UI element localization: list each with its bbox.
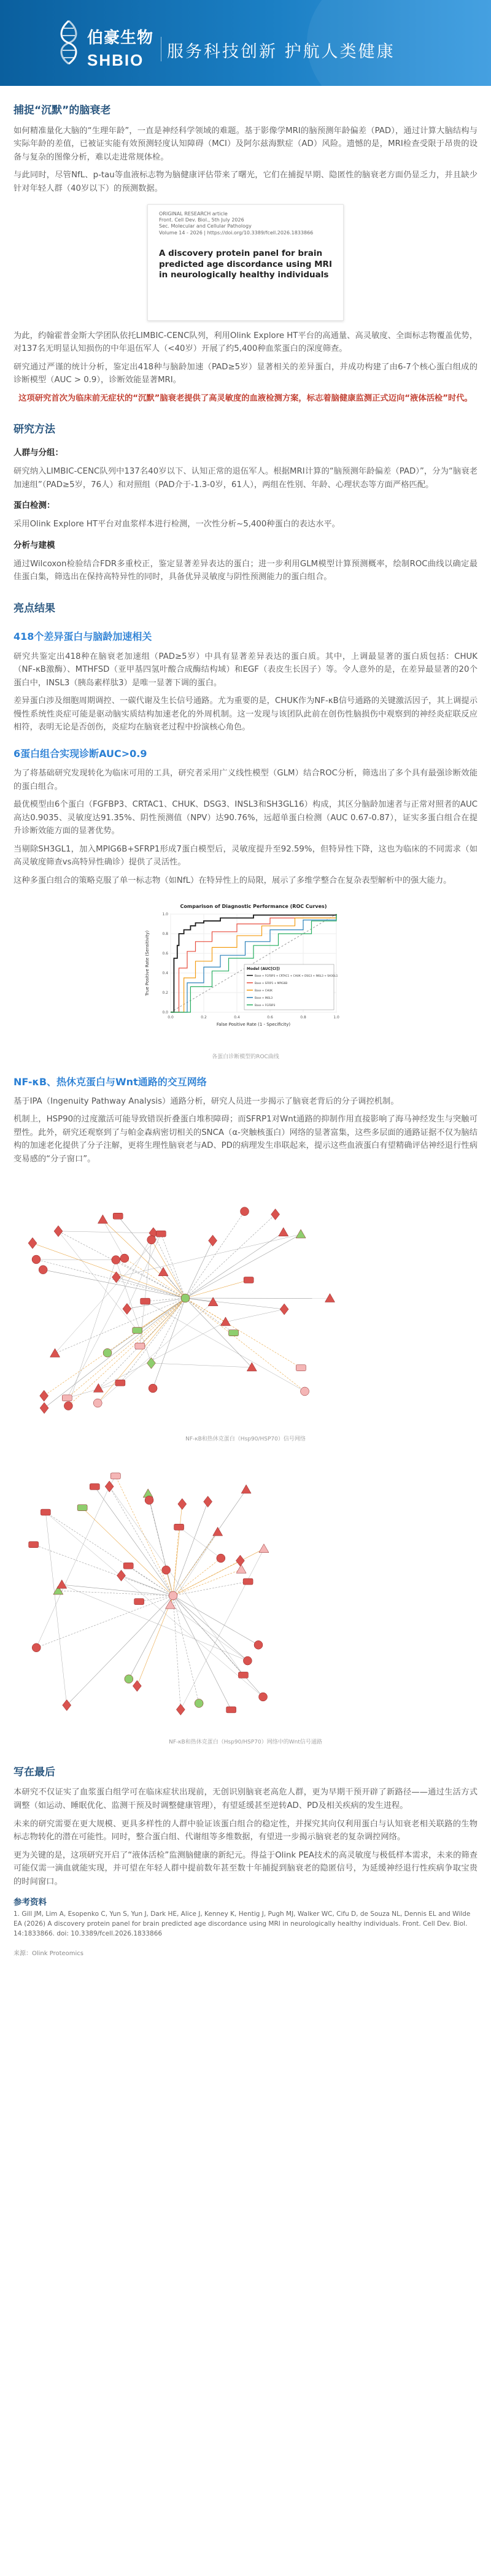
- network-edge: [36, 1259, 116, 1260]
- legend-title: Model (AUC[CI]): [247, 967, 280, 972]
- network-edge: [67, 1596, 173, 1705]
- brand-name-cn: 伯豪生物: [87, 29, 154, 47]
- network-edge: [137, 1596, 173, 1686]
- reference-item: 1. Gill JM, Lim A, Esopenko C, Yun S, Yun J, Dark HE, Alice J, Kenney K, Hentig J, Pugh MJ, Walker WC, Cifu D, de Souza NL, Dennis EL and Wilde EA (2026) A discovery protein panel for brain predicted age discordance using MRI in neurologically healthy individuals. Front. Cell Dev. Biol. 14:1833866. doi: 10.3389/fcell.2026.1833866: [14, 1910, 471, 1937]
- network-edge: [173, 1596, 247, 1661]
- network-node: [40, 1403, 48, 1414]
- references-title: 参考资料: [14, 1897, 47, 1908]
- x-tick-label: 0.0: [168, 1015, 174, 1020]
- network-edge: [116, 1260, 185, 1298]
- network-edge: [173, 1596, 263, 1697]
- x-tick-label: 1.0: [333, 1015, 339, 1020]
- paragraph: 与此同时，尽管NfL、p-tau等血液标志物为脑健康评估带来了曙光，它们在捕捉早期、隐匿性的脑衰老方面仍显乏力，并且缺少针对年轻人群（40岁以下）的预测数据。: [14, 171, 477, 194]
- paragraph: 通过Wilcoxon检验结合FDR多重校正，鉴定显著差异表达的蛋白；进一步利用GLM模型计算预测概率，绘制ROC曲线以确定最佳蛋白集，筛选出在保持高特异性的同时，具备优异灵敏度与阴性预测能力的蛋白组合。: [14, 559, 477, 582]
- network-edge: [127, 1234, 161, 1309]
- network-edge: [185, 1241, 213, 1299]
- y-tick-label: 0.4: [162, 971, 168, 976]
- y-tick-label: 0.8: [162, 932, 168, 937]
- network-node: [112, 1256, 120, 1264]
- network-node: [98, 1215, 107, 1224]
- network-node: [120, 1254, 129, 1263]
- network-node: [280, 1304, 288, 1315]
- network-node: [259, 1544, 269, 1552]
- paper-title: A discovery protein panel for brain predicted age discordance using MRI in neurologically healthy individuals: [159, 248, 332, 280]
- network-node: [134, 1598, 144, 1604]
- network-edge: [45, 1512, 263, 1697]
- paragraph: 采用Olink Explore HT平台对血浆样本进行检测，一次性分析~5,400种蛋白的表达水平。: [14, 520, 340, 529]
- card-meta: Front. Cell Dev. Biol., 5th July 2026: [159, 217, 244, 223]
- network-edge: [173, 1501, 208, 1595]
- legend-item: Base + FGFBP3: [255, 1004, 276, 1008]
- network-edge: [102, 1220, 124, 1259]
- network-node: [209, 1236, 217, 1247]
- paragraph: 未来的研究需要在更大规模、更具多样性的人群中验证该蛋白组合的稳定性，并探究其向仅利用蛋白与认知衰老相关联路的生物标志物转化的潜在可能性。同时，整合蛋白组、代谢组等多维数据，有望进一步揭示脑衰老的复杂调控网络。: [14, 1819, 477, 1842]
- network-edge: [153, 1298, 185, 1388]
- network-node: [32, 1255, 41, 1264]
- network-node: [174, 1524, 184, 1530]
- network-edge: [95, 1486, 173, 1596]
- legend-item: Base + CHUK: [255, 990, 273, 993]
- network-node: [301, 1387, 309, 1396]
- network-edge: [185, 1298, 284, 1309]
- y-tick-label: 0.0: [162, 1010, 168, 1015]
- paragraph: 为了将基础研究发现转化为临床可用的工具，研究者采用广义线性模型（GLM）结合ROC分析，筛选出了多个具有最强诊断效能的蛋白组合。: [14, 769, 477, 791]
- network-edge: [67, 1233, 153, 1398]
- network-edge: [116, 1260, 152, 1363]
- y-tick-label: 1.0: [162, 912, 168, 917]
- network-node: [147, 1236, 156, 1244]
- network-node: [93, 1399, 102, 1407]
- paragraph: 差异蛋白涉及细胞周期调控、一碳代谢及生长信号通路。尤为重要的是，CHUK作为NF-κB信号通路的关键激活因子，其上调提示慢性系统性炎症可能是驱动脑实质结构加速老化的外周机制。这一发现与该团队此前在创伤性脑损伤中观察到的神经炎症联反应相符，表明无论是否创伤，炎症均在脑衰老过程中扮演核心角色。: [14, 696, 477, 732]
- network-edge: [120, 1298, 185, 1383]
- network-node: [213, 1527, 223, 1536]
- network-edge: [151, 1363, 252, 1367]
- card-meta: Sec. Molecular and Cellular Pathology: [159, 223, 252, 229]
- network-edge: [55, 1234, 161, 1354]
- network-node: [145, 1496, 153, 1504]
- highlight-paragraph: 这项研究首次为临床前无症状的“沉默”脑衰老提供了高灵敏度的血液检测方案，标志着脑健康监测正式迈向“液体活检”时代。: [18, 393, 473, 403]
- roc-chart-svg: [141, 897, 350, 1044]
- network-node: [181, 1294, 190, 1302]
- network-edge: [180, 1548, 264, 1709]
- network-node: [325, 1294, 335, 1302]
- network-node: [64, 1402, 72, 1410]
- network-edge: [109, 1486, 243, 1675]
- network-node: [117, 1570, 126, 1581]
- network-edge: [58, 1231, 185, 1298]
- paragraph: 基于IPA（Ingenuity Pathway Analysis）通路分析，研究人员进一步揭示了脑衰老背后的分子调控机制。: [14, 1096, 399, 1106]
- paragraph: 本研究不仅证实了血浆蛋白组学可在临床症状出现前，无创识别脑衰老高危人群，更为早期干预开辟了新路径——通过生活方式调整（如运动、睡眠优化、监测干预及时调整健康管理），有望延缓甚至逆转AD、PD及相关疾病的发生进程。: [14, 1788, 477, 1811]
- network-node: [110, 1472, 120, 1478]
- network-node: [40, 1391, 48, 1402]
- network-edge: [185, 1215, 276, 1299]
- network-node: [123, 1563, 133, 1569]
- paragraph: 如何精准量化大脑的“生理年龄”，一直是神经科学领域的难题。基于影像学MRI的脑预测年龄偏差（PAD），通过计算大脑结构与实际年龄的差值，已被证实能有效预测轻度认知障碍（MCI）及阿尔兹海默症（AD）风险。遗憾的是，MRI检查受限于昂贵的设备与复杂的图像分析，难以走进常规体检。: [14, 126, 477, 162]
- section-title: 研究方法: [14, 423, 55, 436]
- network-node: [236, 1555, 244, 1566]
- paragraph: 研究纳入LIMBIC-CENC队列中137名40岁以下、认知正常的退伍军人。根据MRI计算的“脑预测年龄偏差（PAD）”，分为“脑衰老加速组”（PAD≥5岁，76人）和对照组（PAD介于-1.3-0岁，61人），两组在性别、年龄、心理状态等方面严格匹配。: [14, 467, 477, 490]
- network-edge: [44, 1298, 185, 1408]
- network-node: [226, 1706, 236, 1712]
- network-edge: [34, 1544, 173, 1595]
- legend-item: Base + FGFBP3 + CRTAC1 + CHUK + DSG3 + INSL3 + SH3GL1: [255, 975, 338, 978]
- network-node: [236, 1564, 246, 1573]
- network-edge: [82, 1507, 173, 1595]
- paragraph: 当剔除SH3GL1，加入MPIG6B+SFRP1形成7蛋白模型后，灵敏度提升至92.59%，但特异性下降，这也为临床的不同需求（如高灵敏度筛查vs高特异性确诊）提供了灵活性。: [14, 844, 477, 867]
- network-node: [63, 1699, 71, 1710]
- subsection-title: NF-κB、热休克蛋白与Wnt通路的交互网络: [14, 1075, 207, 1088]
- network-edge: [173, 1596, 258, 1645]
- subheading: 蛋白检测：: [14, 501, 55, 511]
- card-meta: Volume 14 - 2026 | https://doi.org/10.3389/fcell.2026.1833866: [159, 229, 314, 236]
- network-edge: [36, 1596, 173, 1648]
- network-node: [229, 1330, 239, 1336]
- network-node: [28, 1238, 37, 1249]
- card-meta: ORIGINAL RESEARCH article: [159, 210, 228, 217]
- network-node: [29, 1541, 39, 1547]
- network-node: [243, 1578, 253, 1585]
- network-node: [279, 1228, 288, 1236]
- subheading: 人群与分组：: [14, 448, 63, 458]
- page-header: [0, 0, 491, 86]
- x-tick-label: 0.4: [234, 1015, 240, 1020]
- network-edge: [225, 1310, 284, 1323]
- paragraph: 研究共鉴定出418种在脑衰老加速组（PAD≥5岁）中具有显著差异表达的蛋白质。其中，上调最显著的蛋白质包括：CHUK（NF-κB激酶）、MTHFSD（亚甲基四氢叶酸合成酶结构域）和EGF（表皮生长因子）等。令人意外的是，在差异最显著的20个蛋白中，INSL3（胰岛素样肽3）是唯一显著下调的蛋白。: [14, 652, 477, 688]
- network-node: [62, 1395, 72, 1401]
- network-node: [241, 1485, 251, 1493]
- chart-title: Comparison of Diagnostic Performance (ROC Curves): [180, 904, 327, 910]
- network-node: [90, 1483, 99, 1490]
- subsection-title: 418个差异蛋白与脑龄加速相关: [14, 631, 152, 643]
- paragraph: 机制上，HSP90的过度激活可能导致错误折叠蛋白堆积障碍；而SFRP1对Wnt通路的抑制作用直接影响了海马神经发生与突触可塑性。此外，研究还观察到了与帕金森病密切相关的SNCA（α-突触核蛋白）网络的显著富集，这些多层面的通路证据不仅为脑结构的加速老化提供了分子注解，更将生理性脑衰老与AD、PD的病理发生串联起来，提示这些血液蛋白有望精确评估神经退行性病变易感的“分子窗口”。: [14, 1115, 477, 1164]
- network-node: [123, 1304, 131, 1315]
- network-edge: [62, 1585, 173, 1596]
- paragraph: 这种多蛋白组合的策略克服了单一标志物（如NfL）在特异性上的局限，展示了多维学整合在复杂表型解析中的强大能力。: [14, 875, 452, 885]
- network-node: [135, 1344, 145, 1350]
- network-node: [238, 1672, 248, 1678]
- network-node: [105, 1481, 114, 1492]
- network-node: [39, 1266, 47, 1274]
- network-figure-2: [14, 1455, 477, 1736]
- network-edge: [185, 1298, 252, 1367]
- y-axis-label: True Positive Rate (Sensitivity): [145, 931, 150, 996]
- roc-chart: [141, 897, 350, 1050]
- network-node: [195, 1699, 203, 1707]
- network-node: [244, 1277, 253, 1283]
- network-edge: [151, 1298, 185, 1363]
- network-node: [296, 1229, 306, 1238]
- network-node: [259, 1692, 268, 1701]
- network-edge: [45, 1512, 66, 1705]
- paper-card: [147, 204, 344, 321]
- network-edge: [44, 1298, 185, 1396]
- logo-icon: [56, 18, 81, 66]
- x-tick-label: 0.6: [267, 1015, 273, 1020]
- paragraph: 为此，约翰霍普金斯大学团队依托LIMBIC-CENC队列，利用Olink Explore HT平台的高通量、高灵敏度、全面标志物覆盖优势，对137名无明显认知损伤的中年退伍军人（<40岁）开展了约5,400种血浆蛋白的深度筛查。: [14, 331, 477, 354]
- legend-item: Base + SFRP1 + MPIG6B: [255, 982, 288, 986]
- legend-item: Base + INSL3: [255, 997, 273, 1001]
- network-node: [113, 1213, 123, 1220]
- network-edge: [58, 1231, 153, 1233]
- network-node: [254, 1640, 263, 1649]
- x-axis-label: False Positive Rate (1 - Specificity): [216, 1022, 291, 1028]
- brand-name-en: SHBIO: [87, 51, 144, 69]
- y-tick-label: 0.6: [162, 952, 168, 956]
- network-node: [77, 1504, 87, 1510]
- figure-caption: NF-κB和热休克蛋白（Hsp90/HSP70）网络中的Wnt信号通路: [169, 1739, 322, 1746]
- network-edge: [173, 1596, 180, 1710]
- network-edge: [173, 1527, 179, 1596]
- legend-box: [244, 964, 334, 1010]
- paragraph: 更为关键的是，这项研究开启了“液体活检”监测脑健康的新纪元。得益于Olink PEA技术的高灵敏度与极低样本需求，未来的筛查可能仅需一滴血就能实现，并可望在年轻人群中提前数年甚至数十年捕捉到脑衰老的隐匿信号，为延缓神经退行性疾病争取宝贵的时间窗口。: [14, 1850, 477, 1886]
- network-node: [241, 1207, 249, 1216]
- network-node: [133, 1328, 142, 1334]
- network-node: [178, 1498, 187, 1509]
- network-node: [41, 1509, 50, 1515]
- section-title: 写在最后: [14, 1766, 55, 1778]
- subheading: 分析与建模: [14, 540, 55, 550]
- section-title: 捕捉“沉默”的脑衰老: [14, 104, 111, 117]
- network-node: [125, 1674, 133, 1683]
- network-edge: [173, 1569, 241, 1596]
- network-edge: [55, 1298, 185, 1353]
- network-node: [156, 1231, 166, 1237]
- network-edge: [173, 1504, 182, 1595]
- network-edge: [173, 1596, 199, 1703]
- network-edge: [179, 1527, 221, 1558]
- network-node: [169, 1591, 177, 1600]
- paragraph: 研究通过严谨的统计分析，鉴定出418种与脑龄加速（PAD≥5岁）显著相关的差异蛋白，并成功构建了由6-7个核心蛋白组成的诊断模型（AUC > 0.9），诊断效能显著MRI。: [14, 362, 477, 385]
- network-edge: [185, 1212, 245, 1298]
- network-node: [149, 1384, 157, 1393]
- network-diagram-svg: [14, 1455, 308, 1731]
- source-note: 来源：Olink Proteomics: [14, 1950, 84, 1958]
- paragraph: 最优模型由6个蛋白（FGFBP3、CRTAC1、CHUK、DSG3、INSL3和SH3GL16）构成，其区分脑龄加速者与正常对照者的AUC高达0.9035、灵敏度达91.35%、阴性预测值（NPV）达90.76%，远超单蛋白检测（AUC 0.67-0.87），证实多蛋白组合在提升诊断效能方面的显著优势。: [14, 800, 477, 836]
- header-slogan: 服务科技创新 护航人类健康: [167, 42, 395, 61]
- network-node: [166, 1600, 176, 1609]
- network-node: [133, 1680, 141, 1691]
- network-edge: [173, 1596, 231, 1710]
- figure-caption: 各蛋白诊断模型的ROC曲线: [212, 1054, 279, 1061]
- x-tick-label: 0.8: [300, 1015, 306, 1020]
- network-node: [162, 1566, 171, 1574]
- network-node: [103, 1349, 112, 1358]
- network-node: [243, 1656, 252, 1665]
- network-edge: [185, 1234, 301, 1298]
- network-node: [296, 1365, 306, 1371]
- network-node: [32, 1643, 41, 1651]
- network-edge: [45, 1512, 173, 1596]
- network-node: [115, 1380, 125, 1386]
- network-diagram-svg: [14, 1175, 357, 1427]
- subsection-title: 6蛋白组合实现诊断AUC>0.9: [14, 747, 147, 759]
- section-title: 亮点结果: [14, 602, 55, 615]
- network-node: [204, 1496, 212, 1507]
- network-node: [217, 1553, 225, 1562]
- network-edge: [58, 1590, 173, 1595]
- network-node: [271, 1209, 280, 1220]
- network-node: [50, 1349, 60, 1358]
- network-figure-1: [14, 1175, 477, 1432]
- y-tick-label: 0.2: [162, 991, 168, 996]
- x-tick-label: 0.2: [201, 1015, 207, 1020]
- network-edge: [185, 1298, 305, 1391]
- network-edge: [36, 1259, 185, 1298]
- network-node: [176, 1704, 185, 1715]
- figure-caption: NF-κB和热休克蛋白（Hsp90/HSP70）信号网络: [185, 1436, 306, 1443]
- network-edge: [185, 1232, 284, 1298]
- network-edge: [109, 1486, 173, 1596]
- network-edge: [98, 1322, 225, 1388]
- network-node: [158, 1267, 168, 1276]
- network-node: [141, 1299, 150, 1305]
